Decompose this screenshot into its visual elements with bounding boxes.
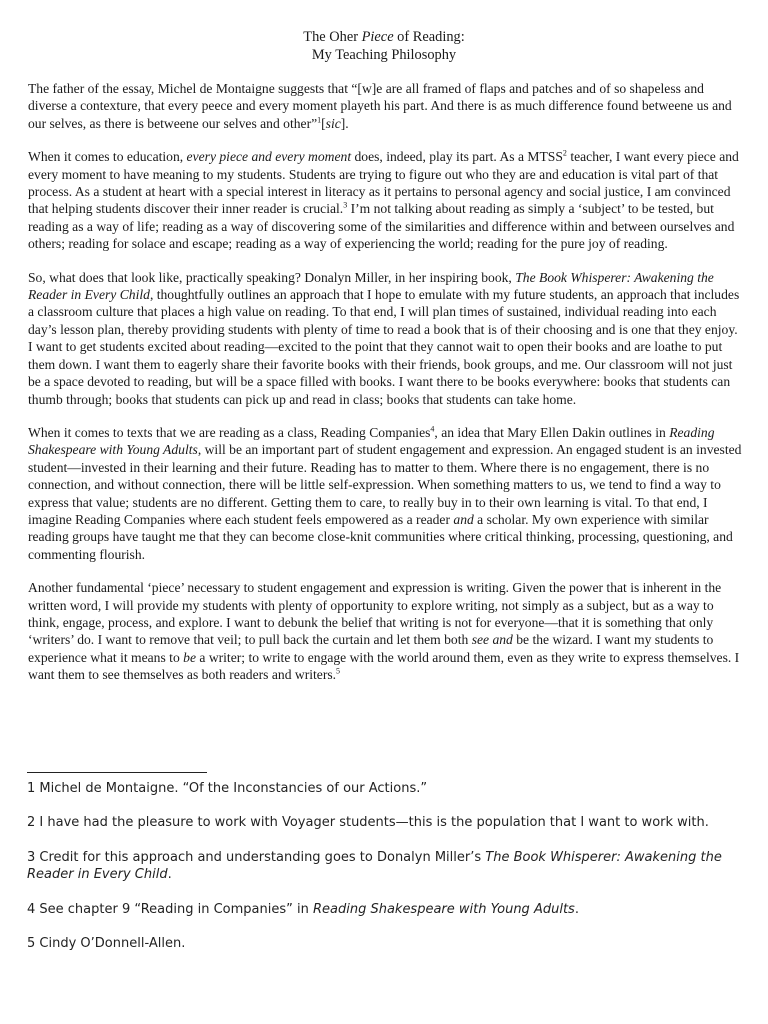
footnote-ref-1: 1 <box>317 115 322 125</box>
page-title <box>0 28 768 64</box>
footnote-2: 2 I have had the pleasure to work with Voyager students—this is the population that I want to work with. <box>27 815 709 831</box>
footnote-ref-3: 3 <box>343 200 348 210</box>
footnote-ref-4: 4 <box>430 424 435 434</box>
footnote-1: 1 Michel de Montaigne. “Of the Inconstancies of our Actions.” <box>27 781 428 796</box>
paragraph-1: The father of the essay, Michel de Montaigne suggests that “[w]e are all framed of flaps and patches and of so shapeless and diverse a contexture, that every peece and every moment playeth his part. And there is as much difference found betweene us and our selves, as there is betweene our selves and other”$^1$[sic]. <box>28 81 732 131</box>
paragraph-2: When it comes to education, every piece and every moment does, indeed, play its part. As a MTSS$^2$ teacher, I want every piece and every moment to have meaning to my students. Students are trying to figure out who they are and education is vital part of that process. As a student at heart with a special interest in literacy as it pertains to personal agency and social justice, I am convinced that helping students discover their inner reader is crucial.$^3$ I’m not talking about reading as simply a ‘subject’ to be tested, but reading as a way of life; reading as a way of discovering some of the similarities and difference within and between ourselves and others; reading for solace and escape; reading as a way of experiencing the world; reading for the pure joy of reading. <box>28 148 739 252</box>
footnote-4: 4 See chapter 9 “Reading in Companies” in Reading Shakespeare with Young Adults. <box>27 901 579 917</box>
title-line-2: My Teaching Philosophy <box>311 47 457 63</box>
paragraph-5: Another fundamental ‘piece’ necessary to student engagement and expression is writing. Given the power that is inherent in the written word, I will provide my students with plenty of opportunity to explore writing, not simply as a subject, but as a way to think, engage, process, and explore. I want to debunk the belief that writing is not for everyone—that it is something that only ‘writers’ do. I want to remove that veil; to pull back the curtain and let them both see and be the wizard. I want my students to experience what it means to be a writer; to write to engage with the world around them, even as they write to express themselves. I want them to see themselves as both readers and writers.$^5$ <box>28 580 740 683</box>
footnote-ref-5: 5 <box>336 666 341 676</box>
footnote-5: 5 Cindy O’Donnell-Allen. <box>27 936 186 952</box>
footnote-ref-2: 2 <box>562 148 567 158</box>
footnote-separator <box>27 772 207 773</box>
footnote-3: 3 Credit for this approach and understanding goes to Donalyn Miller’s The Book Whisperer: Awakening the Reader in Every Child. <box>27 849 722 883</box>
essay-body <box>28 80 744 700</box>
paragraph-4: When it comes to texts that we are reading as a class, Reading Companies$^4$, an idea that Mary Ellen Dakin outlines in Reading Shakespeare with Young Adults, will be an important part of student engagement and expression. An engaged student is an invested student—invested in their learning and their future. Reading has to matter to them. Where there is no engagement, there is no connection, and without connection, there will be little self-expression. When something matters to us, we tend to find a way to express that value; students are no different. Getting them to care, to really buy in to their own learning is vital. To that end, I imagine Reading Companies where each student feels empowered as a reader and a scholar. My own experience with similar reading groups have taught me that they can become close-knit communities where critical thinking, processing, questioning, and commenting flourish. <box>28 424 742 562</box>
paragraph-3: So, what does that look like, practically speaking? Donalyn Miller, in her inspiring book, The Book Whisperer: Awakening the Reader in Every Child, thoughtfully outlines an approach that I hope to emulate with my future students, an approach that includes a classroom culture that places a high value on reading. To that end, I will plan times of sustained, individual reading into each day’s lesson plan, thereby providing students with plenty of time to read a book that is of their choosing and is one that they enjoy. I want to get students excited about reading—excited to the point that they cannot wait to open their books and are loathe to put them down. I want them to eagerly share their favorite books with their friends, book groups, and me. Our classroom will not just be a space devoted to reading, but will be a space filled with books. I want there to be books everywhere: books that students can thumb through; books that students can pick up and read in class; books that students can take home. <box>28 269 740 407</box>
footnotes <box>27 780 743 969</box>
title-line-1: The Oher Piece of Reading: <box>303 29 465 45</box>
